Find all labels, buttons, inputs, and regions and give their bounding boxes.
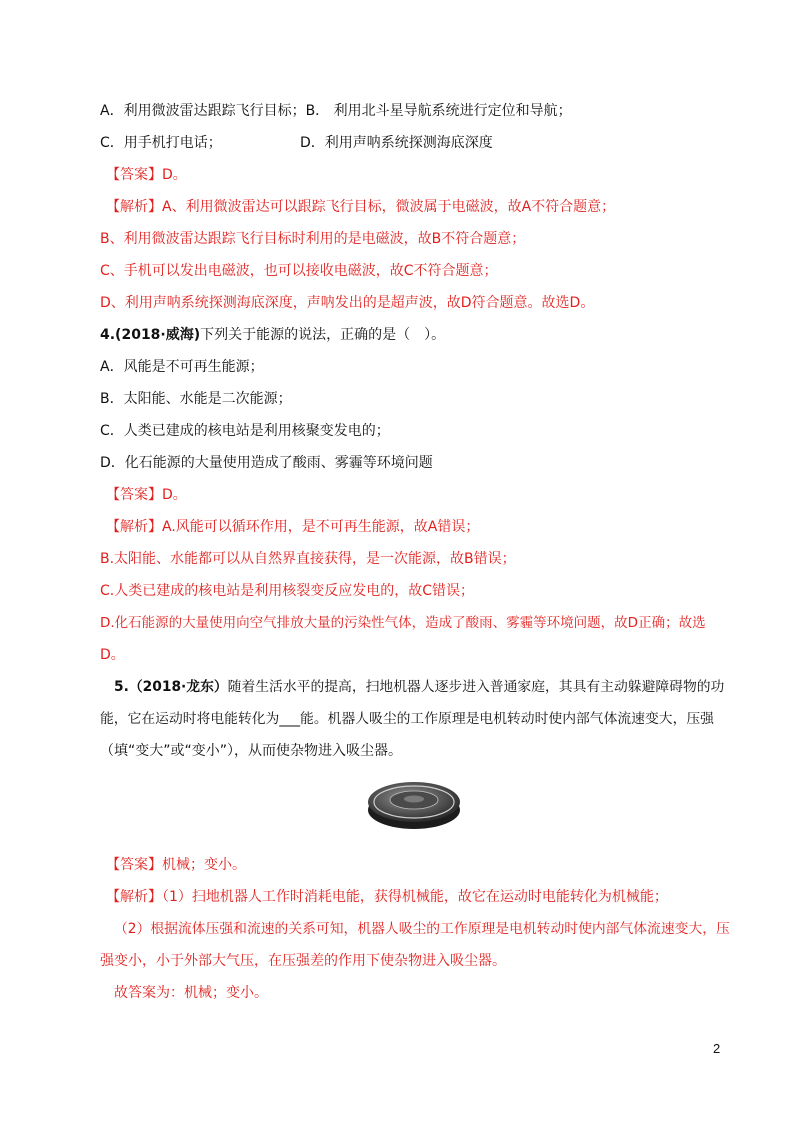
- analysis-text: （1）扫地机器人工作时消耗电能，获得机械能，故它在运动时电能转化为机械能；: [162, 889, 668, 905]
- q3-option-c: C．用手机打电话；: [100, 135, 222, 151]
- q3-answer: [106, 165, 187, 185]
- q3-option-d: D．利用声呐系统探测海底深度: [300, 135, 493, 151]
- q5-analysis-line-2: （2）根据流体压强和流速的关系可知，机器人吸尘的工作原理是电机转动时使内部气体流速变大，压: [114, 921, 730, 937]
- answer-tag: 【答案】: [106, 487, 162, 503]
- q4-option-c: C．人类已建成的核电站是利用核聚变发电的；: [100, 423, 390, 439]
- q3-analysis-line-3: C、手机可以发出电磁波，也可以接收电磁波，故C不符合题意；: [100, 263, 498, 279]
- robot-vacuum-image: [366, 774, 462, 832]
- q3-analysis-line-2: B、利用微波雷达跟踪飞行目标时利用的是电磁波，故B不符合题意；: [100, 231, 526, 247]
- analysis-text: A、利用微波雷达可以跟踪飞行目标，微波属于电磁波，故A不符合题意；: [162, 199, 616, 215]
- q4-stem-text: 下列关于能源的说法，正确的是（ ）。: [200, 327, 446, 343]
- answer-text: D。: [162, 167, 187, 183]
- q4-answer: [106, 485, 187, 505]
- page-number: 2: [713, 1041, 721, 1056]
- q4-option-d: D．化石能源的大量使用造成了酸雨、雾霾等环境问题: [100, 455, 433, 471]
- q5-stem-line-2: 能，它在运动时将电能转化为___能。机器人吸尘的工作原理是电机转动时使内部气体流速变大，压强: [100, 711, 714, 727]
- q4-analysis-line-3: C.人类已建成的核电站是利用核裂变反应发电的，故C错误；: [100, 583, 474, 599]
- answer-tag: 【答案】: [106, 167, 162, 183]
- q5-stem-line-3: （填“变大”或“变小”），从而使杂物进入吸尘器。: [100, 743, 403, 759]
- q5-analysis-line-2-cont: 强变小，小于外部大气压，在压强差的作用下使杂物进入吸尘器。: [100, 953, 506, 969]
- q4-analysis-line-4-cont: D。: [100, 647, 125, 663]
- q4-source: 4.(2018·威海): [100, 327, 201, 343]
- analysis-text: A.风能可以循环作用，是不可再生能源，故A错误；: [162, 519, 480, 535]
- q4-analysis-line-1: [106, 517, 479, 537]
- q5-source: 5.（2018·龙东）: [114, 679, 228, 695]
- q3-option-a-b: A．利用微波雷达跟踪飞行目标；B． 利用北斗星导航系统进行定位和导航；: [100, 103, 572, 119]
- q5-stem-line-1: [114, 677, 724, 697]
- analysis-tag: 【解析】: [106, 199, 162, 215]
- answer-text: D。: [162, 487, 187, 503]
- q4-stem: [100, 325, 445, 345]
- q4-analysis-line-2: B.太阳能、水能都可以从自然界直接获得，是一次能源，故B错误；: [100, 551, 516, 567]
- q4-analysis-line-4: D.化石能源的大量使用向空气排放大量的污染性气体，造成了酸雨、雾霾等环境问题，故D正确；故选: [100, 615, 706, 631]
- analysis-tag: 【解析】: [106, 889, 162, 905]
- q5-stem-text: 随着生活水平的提高，扫地机器人逐步进入普通家庭，其具有主动躲避障碍物的功: [227, 679, 725, 695]
- q3-analysis-line-1: [106, 197, 615, 217]
- q4-option-a: A．风能是不可再生能源；: [100, 359, 264, 375]
- q5-analysis-line-1: [106, 887, 668, 907]
- q5-answer: [106, 855, 246, 875]
- q5-conclusion: 故答案为：机械；变小。: [114, 985, 268, 1001]
- answer-tag: 【答案】: [106, 857, 162, 873]
- q3-analysis-line-4: D、利用声呐系统探测海底深度，声呐发出的是超声波，故D符合题意。故选D。: [100, 295, 595, 311]
- q4-option-b: B．太阳能、水能是二次能源；: [100, 391, 292, 407]
- analysis-tag: 【解析】: [106, 519, 162, 535]
- answer-text: 机械；变小。: [162, 857, 246, 873]
